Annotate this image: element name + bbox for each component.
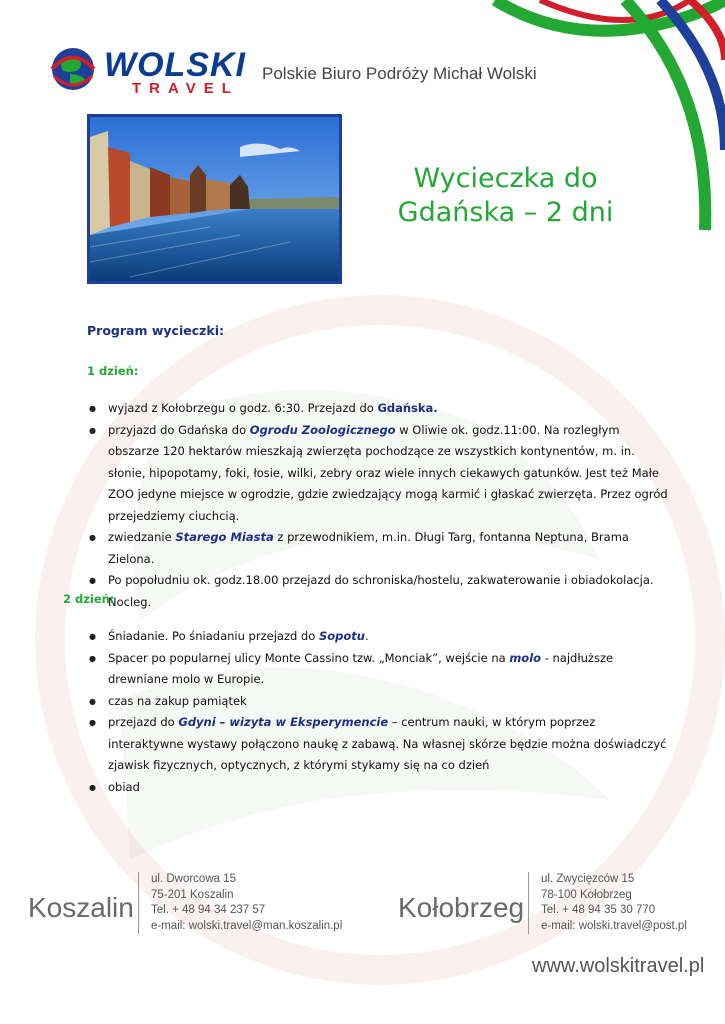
title-line-1: Wycieczka do <box>413 163 598 194</box>
address-line: Tel. + 48 94 34 237 57 <box>151 904 266 916</box>
email-link[interactable]: e-mail: wolski.travel@post.pl <box>541 919 687 932</box>
footer-divider-2 <box>528 872 529 934</box>
footer-divider-1 <box>138 872 139 934</box>
item-text: zwiedzanie <box>108 530 176 544</box>
item-text: Spacer po popularnej ulicy Monte Cassino tzw. „Monciak”, wejście na <box>108 650 510 665</box>
list-item <box>89 398 669 420</box>
item-text: - najdłuższe drewniane molo w Europie. <box>108 650 614 686</box>
day2-list <box>89 626 669 798</box>
logo-wordmark: WOLSKI <box>104 46 246 84</box>
item-text: przejazd do <box>108 715 179 729</box>
address-line: ul. Dworcowa 15 <box>151 873 237 885</box>
item-highlight: Ogrodu Zoologicznego <box>249 422 396 437</box>
item-highlight: Gdyni – wizyta w Eksperymencie <box>178 715 389 729</box>
list-item <box>89 648 669 691</box>
list-item <box>89 527 669 570</box>
gdansk-riverside-photo <box>87 114 342 284</box>
item-text: Po popołudniu ok. godz.18.00 przejazd do schroniska/hostelu, zakwaterowanie i obiadokolacja. Nocleg. <box>108 573 654 609</box>
office-koszalin-address <box>151 872 342 934</box>
email-link[interactable]: e-mail: wolski.travel@man.koszalin.pl <box>151 919 343 932</box>
list-item <box>89 691 669 713</box>
item-highlight: molo <box>509 650 542 665</box>
office-koszalin-city: Koszalin <box>28 892 134 923</box>
day2-heading: 2 dzień: <box>63 592 115 606</box>
globe-icon <box>48 44 98 94</box>
page-title <box>378 162 633 230</box>
address-line: Tel. + 48 94 35 30 770 <box>541 904 656 916</box>
address-line: ul. Zwycięzców 15 <box>541 873 635 885</box>
item-text: wyjazd z Kołobrzegu o godz. 6:30. Przejazd do <box>108 401 378 415</box>
list-item <box>89 570 669 613</box>
item-highlight: Gdańska. <box>377 401 438 415</box>
list-item <box>89 626 669 648</box>
item-text: obiad <box>108 779 140 794</box>
item-text: przyjazd do Gdańska do <box>108 422 250 437</box>
item-text: z przewodnikiem, m.in. Długi Targ, fontanna Neptuna, Brama Zielona. <box>108 530 629 566</box>
item-text: w Oliwie ok. godz.11:00. Na rozległym obszarze 120 hektarów mieszkają zwierzęta pochodzące ze wszystkich kontynentów, m. in. słonie, hipopotamy, foki, łosie, wilki, zebry oraz wiele innych ciekawych gatunków. Jest też Małe ZOO jedyne miejsce w ogrodzie, gdzie zwiedzający mogą karmić i głaskać zwierzęta. Przez ogród przejedziemy ciuchcią. <box>108 422 668 523</box>
item-text: Śniadanie. Po śniadaniu przejazd do <box>108 629 319 643</box>
program-heading: Program wycieczki: <box>87 323 224 338</box>
title-line-2: Gdańska – 2 dni <box>397 197 614 228</box>
item-highlight: Starego Miasta <box>175 530 274 544</box>
list-item <box>89 777 669 799</box>
website-link[interactable]: www.wolskitravel.pl <box>532 955 705 977</box>
logo-subtitle: TRAVEL <box>132 80 239 97</box>
office-kolobrzeg-address <box>541 872 687 934</box>
office-kolobrzeg-city: Kołobrzeg <box>398 892 525 923</box>
day1-list <box>89 398 669 613</box>
item-text: – centrum nauki, w którym poprzez interaktywne wystawy połączono naukę z zabawą. Na własnej skórze będzie można doświadczyć zjawisk fizycznych, optycznych, z którymi stykamy się na co dzień <box>108 715 667 772</box>
day1-heading: 1 dzień: <box>87 364 139 378</box>
address-line: 75-201 Koszalin <box>151 888 234 901</box>
tagline: Polskie Biuro Podróży Michał Wolski <box>262 64 537 83</box>
list-item <box>89 712 669 777</box>
item-text: czas na zakup pamiątek <box>108 693 247 708</box>
list-item <box>89 420 669 528</box>
address-line: 78-100 Kołobrzeg <box>541 888 632 901</box>
item-text: . <box>364 629 369 643</box>
item-highlight: Sopotu <box>318 629 365 643</box>
